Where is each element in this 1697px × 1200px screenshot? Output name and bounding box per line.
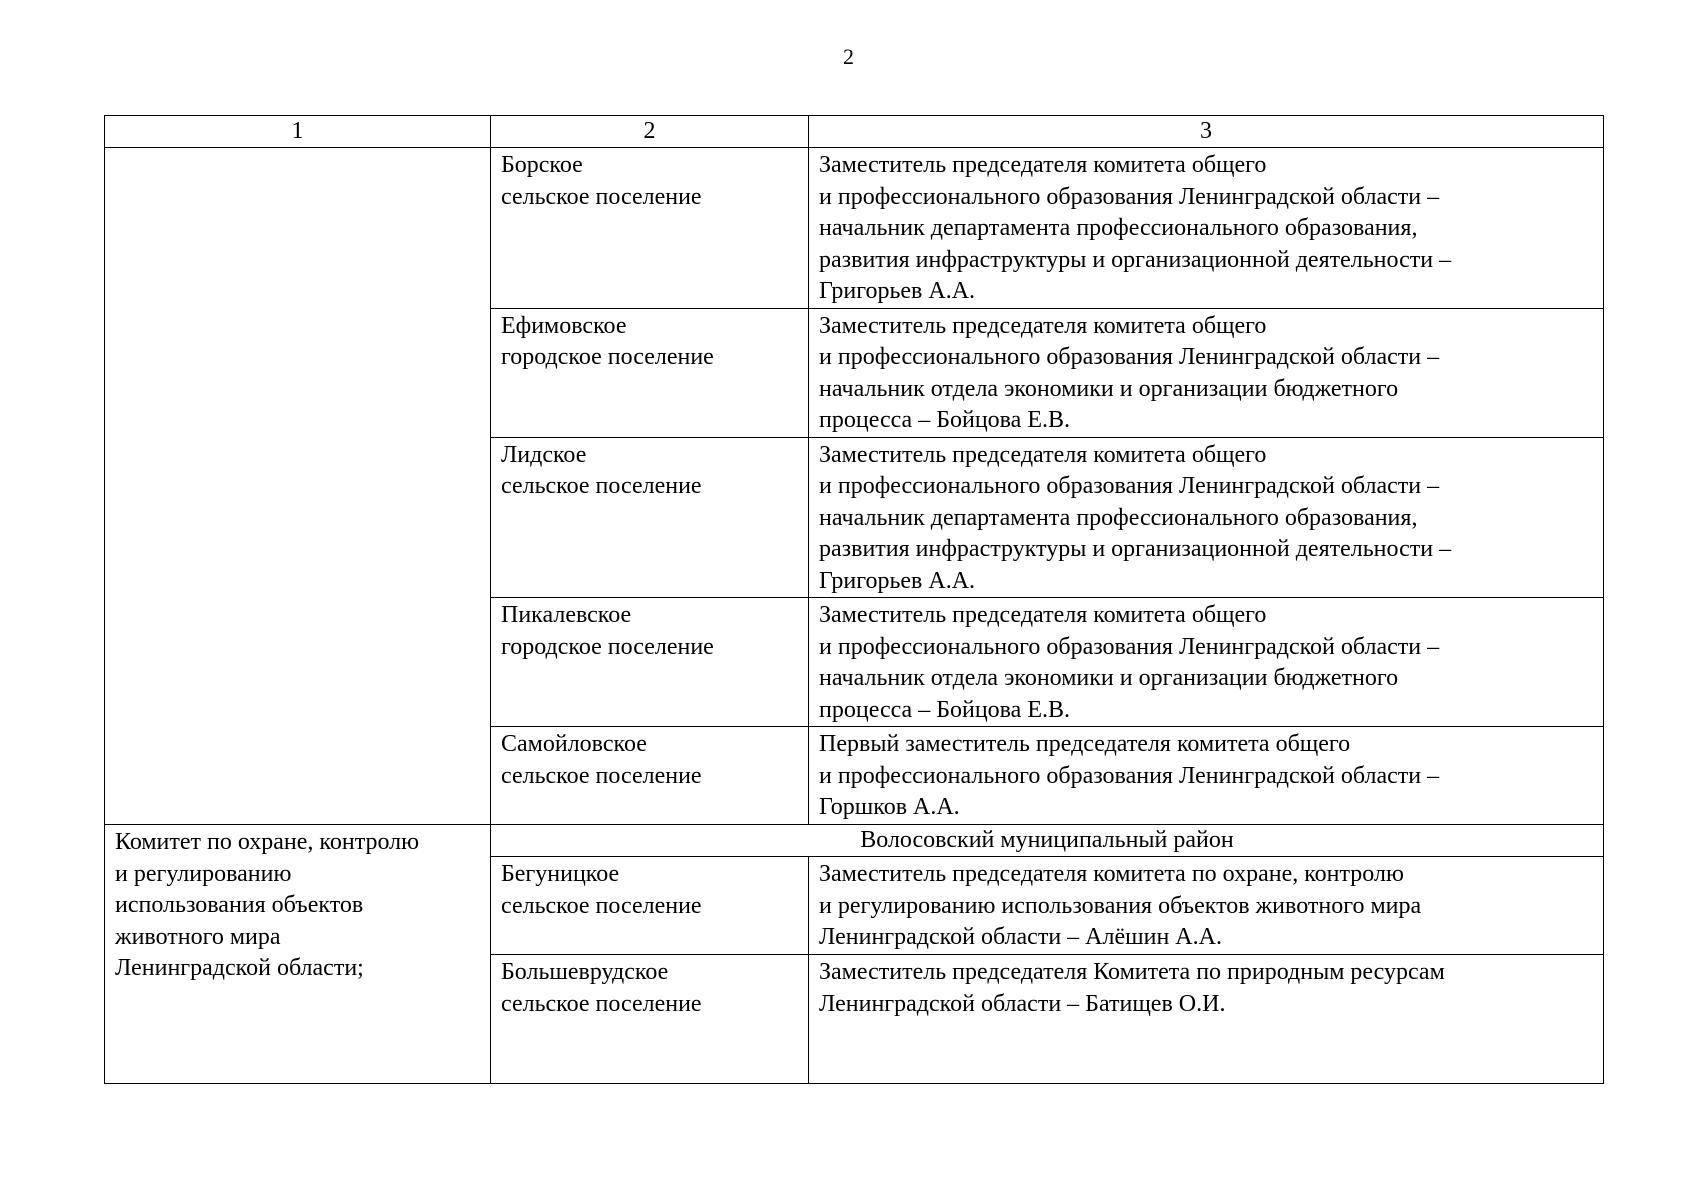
settlement-cell: Борское сельское поселение bbox=[491, 148, 809, 309]
committee-cell: Комитет по охране, контролю и регулированию использования объектов животного мира Ленинградской области; bbox=[105, 825, 491, 1084]
page-number: 2 bbox=[843, 44, 854, 69]
district-row bbox=[105, 825, 1604, 857]
settlement-cell: Самойловское сельское поселение bbox=[491, 727, 809, 825]
table-header-row bbox=[105, 116, 1604, 148]
column-header-2: 2 bbox=[491, 116, 809, 148]
settlement-cell: Ефимовское городское поселение bbox=[491, 308, 809, 437]
column-header-1: 1 bbox=[105, 116, 491, 148]
settlement-cell: Бегуницкое сельское поселение bbox=[491, 857, 809, 955]
official-cell: Заместитель председателя комитета общего и профессионального образования Ленинградской области – начальник департамента профессионального образования, развития инфраструктуры и организационной деятельности – Григорьев А.А. bbox=[809, 148, 1604, 309]
assignment-table bbox=[104, 115, 1604, 1084]
settlement-cell: Большеврудское сельское поселение bbox=[491, 955, 809, 1084]
settlement-cell: Лидское сельское поселение bbox=[491, 437, 809, 598]
official-cell: Заместитель председателя Комитета по природным ресурсам Ленинградской области – Батищев О.И. bbox=[809, 955, 1604, 1084]
official-cell: Заместитель председателя комитета общего и профессионального образования Ленинградской области – начальник отдела экономики и организации бюджетного процесса – Бойцова Е.В. bbox=[809, 308, 1604, 437]
column-header-3: 3 bbox=[809, 116, 1604, 148]
official-cell: Первый заместитель председателя комитета общего и профессионального образования Ленинградской области – Горшков А.А. bbox=[809, 727, 1604, 825]
table-row bbox=[105, 148, 1604, 309]
settlement-cell: Пикалевское городское поселение bbox=[491, 598, 809, 727]
committee-cell-empty bbox=[105, 148, 491, 825]
official-cell: Заместитель председателя комитета общего и профессионального образования Ленинградской области – начальник департамента профессионального образования, развития инфраструктуры и организационной деятельности – Григорьев А.А. bbox=[809, 437, 1604, 598]
district-heading: Волосовский муниципальный район bbox=[491, 825, 1604, 857]
official-cell: Заместитель председателя комитета общего и профессионального образования Ленинградской области – начальник отдела экономики и организации бюджетного процесса – Бойцова Е.В. bbox=[809, 598, 1604, 727]
official-cell: Заместитель председателя комитета по охране, контролю и регулированию использования объектов животного мира Ленинградской области – Алёшин А.А. bbox=[809, 857, 1604, 955]
